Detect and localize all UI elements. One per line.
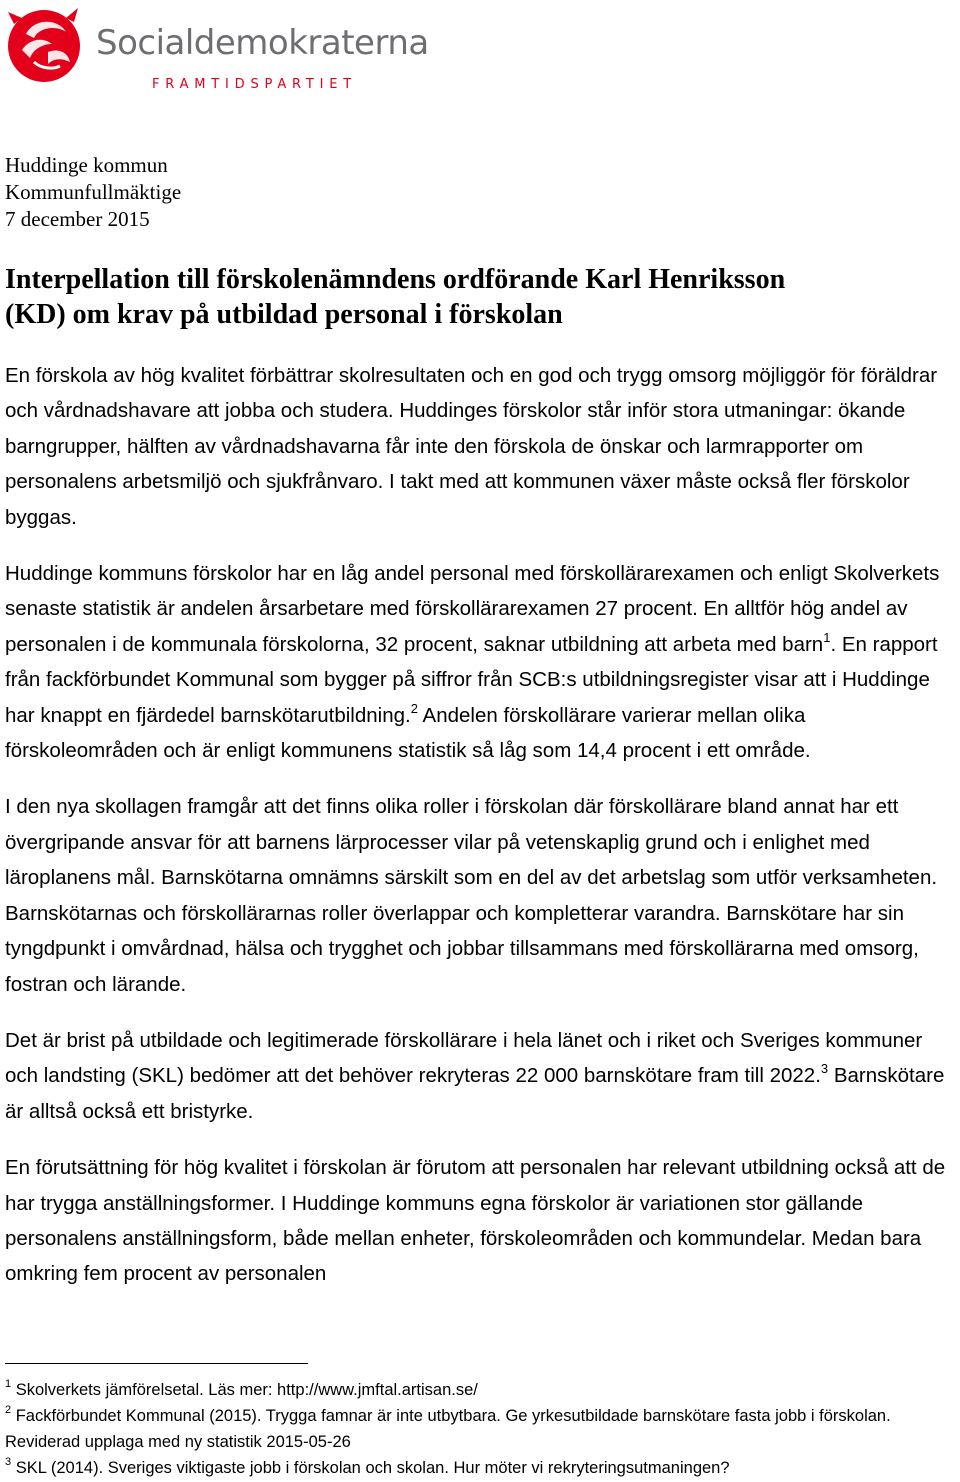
paragraph-2-part-3: Andelen förskollärare varierar mellan olika förskoleområden och är enligt kommunens statistik så låg som 14,4 procent i ett område. — [5, 703, 811, 763]
document-title — [5, 262, 935, 332]
footnote-number: 3 — [5, 1456, 12, 1468]
footnote-ref-3: 3 — [820, 1061, 829, 1077]
paragraph-2 — [5, 556, 957, 768]
council-line: Kommunfullmäktige — [5, 180, 182, 204]
footnote-ref-2: 2 — [410, 700, 418, 716]
footnote-2 — [5, 1403, 957, 1455]
paragraph-1: En förskola av hög kvalitet förbättrar skolresultaten och en god och trygg omsorg möjliggör för föräldrar och vårdnadshavare att jobba och studera. Huddinges förskolor står inför stora utmaningar: ökande barngrupper, hälften av vårdnadshavarna får inte den förskola de önskar och larmrapporter om personalens arbetsmiljö och sjukfrånvaro. I takt med att kommunen växer måste också fler förskolor byggas. — [5, 364, 938, 529]
municipality-line: Huddinge kommun — [5, 153, 168, 177]
party-logo — [4, 4, 429, 96]
title-line-2: (KD) om krav på utbildad personal i förskolan — [5, 299, 563, 330]
logo-tagline: FRAMTIDSPARTIET — [152, 77, 358, 92]
footnote-3 — [5, 1455, 957, 1481]
title-line-1: Interpellation till förskolenämndens ordförande Karl Henriksson — [5, 264, 786, 295]
paragraph-5: En förutsättning för hög kvalitet i förskolan är förutom att personalen har relevant utbildning också att de har trygga anställningsformer. I Huddinge kommuns egna förskolor är variationen stor gällande personalens anställningsform, både mellan enheter, förskoleområden och kommundelar. Medan bara omkring fem procent av personalen — [5, 1156, 946, 1286]
paragraph-4 — [5, 1023, 957, 1129]
paragraph-2-part-2: . En rapport från fackförbundet Kommunal som bygger på siffror från SCB:s utbildningsregister visar att i Huddinge har knappt en fjärdedel barnskötarutbildning. — [5, 632, 938, 727]
footnote-number: 2 — [5, 1404, 12, 1416]
paragraph-4-part-2: Barnskötare är alltså också ett bristyrke. — [5, 1064, 945, 1123]
footnote-number: 1 — [5, 1378, 12, 1390]
paragraph-3: I den nya skollagen framgår att det finns olika roller i förskolan där förskollärare bland annat har ett övergripande ansvar för att barnens lärprocesser vilar på vetenskaplig grund och i enlighet med läroplanens mål. Barnskötarna omnämns särskilt som en del av det arbetslag som utför verksamheten. Barnskötarnas och förskollärarnas roller överlappar och kompletterar varandra. Barnskötare har sin tyngdpunkt i omvårdnad, hälsa och trygghet och jobbar tillsammans med förskollärarna med omsorg, fostran och lärande. — [5, 795, 938, 996]
footnote-divider — [5, 1363, 308, 1364]
date-line: 7 december 2015 — [5, 207, 150, 231]
paragraph-2-part-1: Huddinge kommuns förskolor har en låg andel personal med förskollärarexamen och enligt Skolverkets senaste statistik är andelen årsarbetare med förskollärarexamen 27 procent. En alltför hög andel av personalen i de kommunala förskolorna, 32 procent, saknar utbildning att arbeta med barn — [5, 562, 940, 656]
document-body — [5, 358, 957, 1313]
footnotes — [5, 1377, 957, 1481]
rose-logo-icon — [4, 4, 90, 90]
footnote-text: Fackförbundet Kommunal (2015). Trygga famnar är inte utbytbara. Ge yrkesutbildade barnskötare fasta jobb i förskolan. Reviderad upplaga med ny statistik 2015-05-26 — [5, 1407, 891, 1451]
paragraph-4-part-1: Det är brist på utbildade och legitimerade förskollärare i hela länet och i riket och Sveriges kommuner och landsting (SKL) bedömer att det behöver rekryteras 22 000 barnskötare fram till 2022. — [5, 1028, 923, 1088]
footnote-text: SKL (2014). Sveriges viktigaste jobb i förskolan och skolan. Hur möter vi rekryteringsutmaningen? — [11, 1459, 730, 1477]
footnote-text: Skolverkets jämförelsetal. Läs mer: http://www.jmftal.artisan.se/ — [11, 1381, 478, 1399]
footnote-ref-1: 1 — [823, 629, 831, 645]
footnote-1 — [5, 1377, 957, 1403]
logo-wordmark: Socialdemokraterna — [96, 23, 429, 63]
